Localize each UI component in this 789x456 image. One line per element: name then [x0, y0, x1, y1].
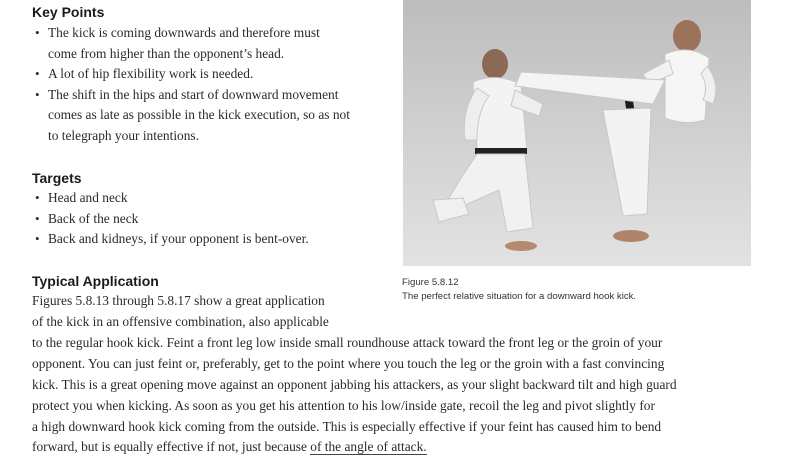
key-point-item	[32, 23, 350, 64]
paragraph-line: kick. This is a great opening move against an opponent jabbing his attackers, as your slight backward tilt and high guard	[32, 377, 677, 392]
paragraph-line: Figures 5.8.13 through 5.8.17 show a great application	[32, 293, 325, 308]
target-item: • Back and kidneys, if your opponent is bent-over.	[32, 229, 309, 250]
key-point-line: A lot of hip flexibility work is needed.	[48, 66, 254, 81]
key-point-line: comes as late as possible in the kick execution, so as not	[48, 107, 350, 122]
paragraph-line: of the kick in an offensive combination, also applicable	[32, 314, 329, 329]
key-point-line: come from higher than the opponent’s head.	[48, 45, 285, 61]
paragraph-last-line	[32, 438, 427, 456]
karate-photo-illustration	[403, 0, 751, 266]
key-point-item	[32, 85, 350, 147]
key-point-line: The kick is coming downwards and therefore must	[48, 25, 320, 40]
underlined-text: of the angle of attack.	[310, 439, 427, 454]
targets-heading: Targets	[32, 170, 82, 186]
application-heading: Typical Application	[32, 273, 159, 289]
paragraph-text: forward, but is equally effective if not, just because	[32, 439, 311, 454]
figure-caption: The perfect relative situation for a downward hook kick.	[402, 291, 637, 302]
key-points-heading: Key Points	[32, 4, 105, 20]
target-item: • Head and neck	[32, 188, 309, 209]
paragraph-line: to the regular hook kick. Feint a front leg low inside small roundhouse attack toward the front leg or the groin of your	[32, 335, 663, 350]
paragraph-line: opponent. You can just feint or, preferably, get to the point where you touch the leg or the groin with a fast convincing	[32, 356, 665, 371]
figure-number: Figure 5.8.12	[402, 277, 459, 288]
targets-list	[32, 188, 309, 250]
karate-photo	[403, 0, 751, 266]
target-item: • Back of the neck	[32, 209, 309, 230]
key-point-item	[32, 64, 350, 85]
paragraph-line: a high downward hook kick coming from the outside. This is especially effective if your feint has caused him to bend	[32, 419, 662, 434]
paragraph-line: protect you when kicking. As soon as you get his attention to his low/inside gate, recoil the leg and pivot slightly for	[32, 398, 655, 413]
key-point-line: The shift in the hips and start of downward movement	[48, 86, 339, 102]
key-points-list	[32, 23, 350, 146]
key-point-line: to telegraph your intentions.	[48, 127, 199, 143]
